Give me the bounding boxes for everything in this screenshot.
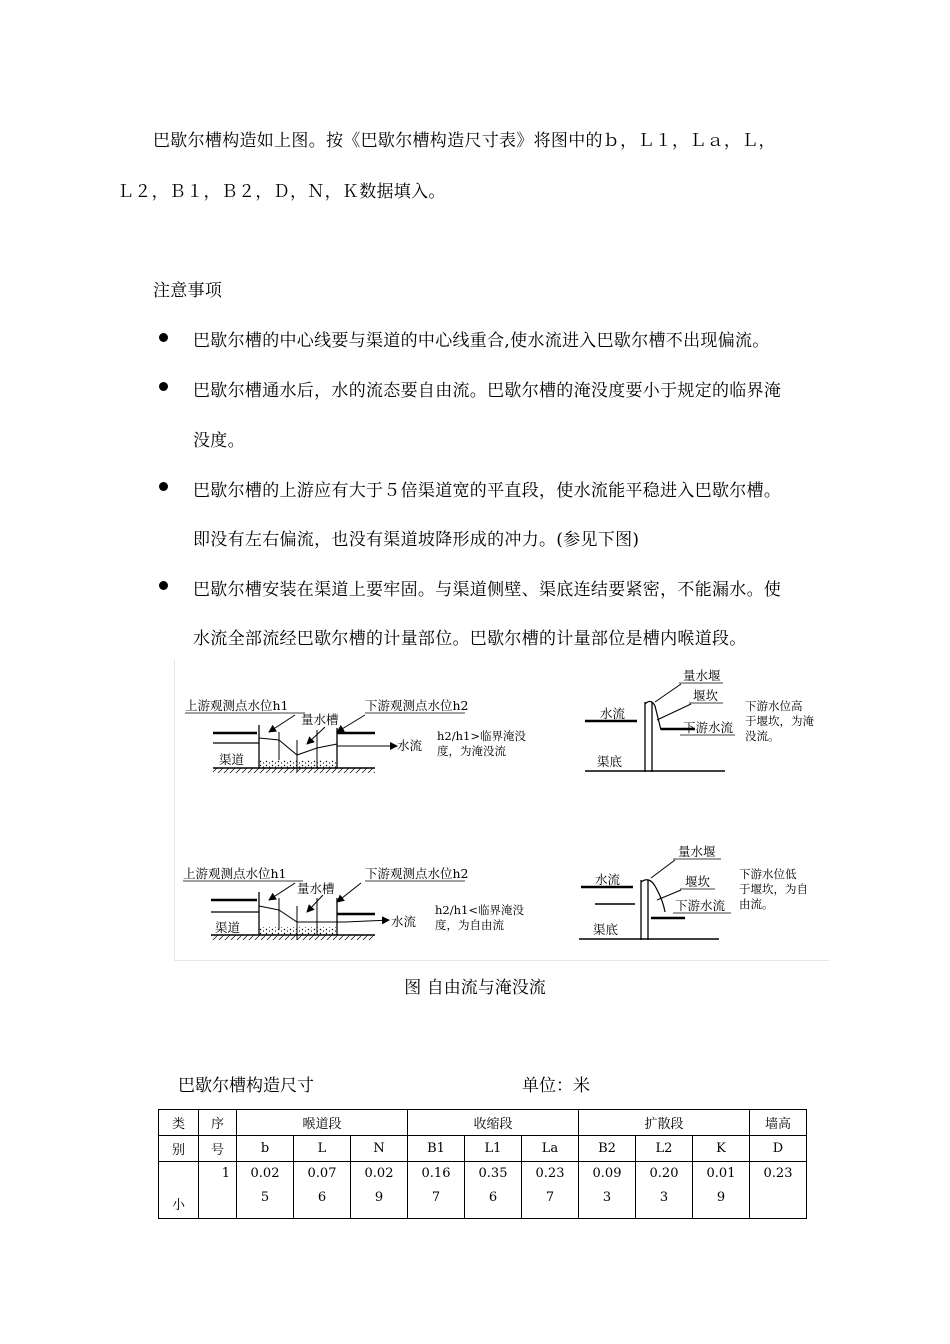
note-2-line-1: 巴歇尔槽通水后，水的流态要自由流。巴歇尔槽的淹没度要小于规定的临界淹 — [193, 381, 782, 401]
bullet-icon — [159, 482, 168, 491]
bed-label: 渠底 — [593, 922, 619, 937]
col-b: b — [237, 1136, 294, 1162]
cell-value: 0.23 7 — [522, 1162, 579, 1219]
tailwater-label: 下游水流 — [675, 898, 726, 913]
header-no: 号 — [199, 1136, 237, 1162]
group-converging: 收缩段 — [408, 1110, 579, 1136]
weir-note-line-2: 于堰坎，为自 — [739, 882, 808, 896]
bullet-icon — [159, 581, 168, 590]
cell-value: 0.20 3 — [636, 1162, 693, 1219]
table-header-row — [159, 1110, 807, 1136]
col-L2: L2 — [636, 1136, 693, 1162]
submerged-note-line-2: 度，为淹没流 — [437, 744, 506, 758]
col-B2: B2 — [579, 1136, 636, 1162]
note-4-line-1: 巴歇尔槽安装在渠道上要牢固。与渠道侧壁、渠底连结要紧密，不能漏水。使 — [193, 580, 782, 600]
weir-note-line-3: 没流。 — [745, 729, 780, 743]
table-title: 巴歇尔槽构造尺寸 — [178, 1076, 314, 1096]
group-throat: 喉道段 — [237, 1110, 408, 1136]
flow-label: 水流 — [391, 914, 417, 929]
bullet-icon — [159, 382, 168, 391]
submerged-note-line-1: h2/h1>临界淹没 — [437, 729, 526, 743]
weir-note-line-1: 下游水位高 — [745, 699, 803, 713]
weir-note-line-3: 由流。 — [739, 897, 774, 911]
intro-line-2: Ｌ２，Ｂ１，Ｂ２，Ｄ，Ｎ，Ｋ数据填入。 — [117, 182, 446, 202]
cell-type-text: 小 — [171, 1198, 185, 1213]
panel-free-flume — [183, 866, 524, 940]
intro-line-1: 巴歇尔槽构造如上图。按《巴歇尔槽构造尺寸表》将图中的ｂ，Ｌ１，Ｌａ，Ｌ， — [153, 131, 776, 151]
header-no: 序 — [199, 1110, 237, 1136]
note-1-line-1: 巴歇尔槽的中心线要与渠道的中心线重合,使水流进入巴歇尔槽不出现偏流。 — [193, 331, 770, 351]
channel-label: 渠道 — [219, 752, 245, 767]
col-L1: L1 — [465, 1136, 522, 1162]
table-subheader-row — [159, 1136, 807, 1162]
cell-value: 0.16 7 — [408, 1162, 465, 1219]
free-note-line-2: 度，为自由流 — [435, 918, 504, 932]
tailwater-label: 下游水流 — [683, 720, 734, 735]
channel-label: 渠道 — [215, 920, 241, 935]
weir-label: 量水堰 — [678, 844, 716, 859]
downstream-level-label: 下游观测点水位h2 — [365, 698, 469, 713]
flow-label: 水流 — [600, 706, 626, 721]
table-unit: 单位：米 — [522, 1076, 590, 1096]
flume-label: 量水槽 — [297, 881, 335, 896]
cell-value: 0.35 6 — [465, 1162, 522, 1219]
weir-label: 量水堰 — [683, 668, 721, 683]
cell-value: 0.23 — [750, 1162, 807, 1219]
col-L: L — [294, 1136, 351, 1162]
cell-type — [159, 1162, 199, 1219]
note-3-line-1: 巴歇尔槽的上游应有大于５倍渠道宽的平直段，使水流能平稳进入巴歇尔槽。 — [193, 481, 782, 501]
crest-label: 堰坎 — [685, 874, 711, 889]
group-diverging: 扩散段 — [579, 1110, 750, 1136]
flow-label: 水流 — [397, 738, 423, 753]
notes-heading: 注意事项 — [153, 281, 223, 301]
cell-no: 1 — [199, 1162, 237, 1219]
cell-value: 0.02 9 — [351, 1162, 408, 1219]
header-type: 类 — [159, 1110, 199, 1136]
weir-note-line-2: 于堰坎，为淹 — [745, 714, 814, 728]
col-N: N — [351, 1136, 408, 1162]
upstream-level-label: 上游观测点水位h1 — [183, 866, 287, 881]
cell-value: 0.02 5 — [237, 1162, 294, 1219]
col-K: K — [693, 1136, 750, 1162]
flow-figure — [174, 660, 829, 961]
free-note-line-1: h2/h1<临界淹没 — [435, 903, 524, 917]
note-2-line-2: 没度。 — [193, 431, 245, 451]
col-La: La — [522, 1136, 579, 1162]
figure-caption: 图 自由流与淹没流 — [404, 978, 546, 998]
crest-label: 堰坎 — [693, 688, 719, 703]
bed-label: 渠底 — [597, 754, 623, 769]
flow-diagram — [175, 660, 829, 960]
header-type: 别 — [159, 1136, 199, 1162]
weir-note-line-1: 下游水位低 — [739, 867, 797, 881]
bullet-icon — [159, 333, 168, 342]
note-4-line-2: 水流全部流经巴歇尔槽的计量部位。巴歇尔槽的计量部位是槽内喉道段。 — [193, 629, 747, 649]
dimension-table — [158, 1109, 807, 1219]
upstream-level-label: 上游观测点水位h1 — [185, 698, 289, 713]
note-3-line-2: 即没有左右偏流，也没有渠道坡降形成的冲力。(参见下图) — [193, 530, 640, 550]
flow-label: 水流 — [595, 872, 621, 887]
downstream-level-label: 下游观测点水位h2 — [365, 866, 469, 881]
panel-submerged-flume — [185, 698, 526, 773]
flume-label: 量水槽 — [301, 712, 339, 727]
cell-value: 0.01 9 — [693, 1162, 750, 1219]
col-B1: B1 — [408, 1136, 465, 1162]
group-wall-height: 墙高 — [750, 1110, 807, 1136]
col-D: D — [750, 1136, 807, 1162]
cell-value: 0.09 3 — [579, 1162, 636, 1219]
cell-value: 0.07 6 — [294, 1162, 351, 1219]
table-row — [159, 1162, 807, 1219]
panel-submerged-weir — [585, 668, 814, 772]
panel-free-weir — [579, 844, 808, 940]
